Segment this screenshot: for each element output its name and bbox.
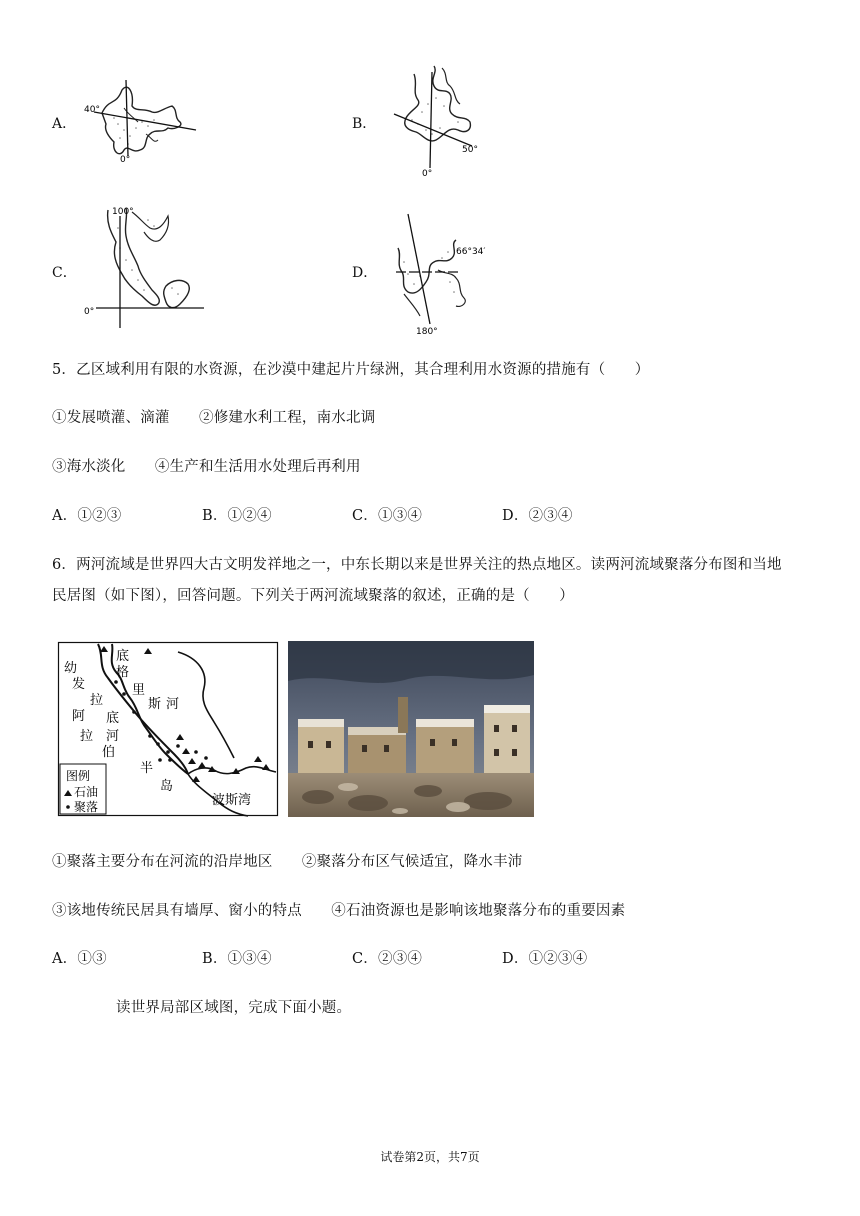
q5-choice-c[interactable]: C．①③④ (352, 508, 423, 524)
legend-settlement-icon (66, 805, 70, 809)
option-a-letter: A． (52, 116, 77, 132)
legend-settlement-label: 聚落 (74, 800, 99, 814)
map-label-tigris-5: 河 (166, 697, 180, 712)
option-d-letter: D． (352, 265, 378, 281)
q6-stem-line1: 6．两河流域是世界四大古文明发祥地之一，中东长期以来是世界关注的热点地区。读两河流域聚落分布图和当地 (52, 557, 782, 573)
q5-choice-a[interactable]: A．①②③ (52, 508, 122, 524)
map-label-arabia-5: 岛 (160, 779, 174, 794)
map-c-lon-label: 100° (112, 207, 134, 217)
q6-choice-d[interactable]: D．①②③④ (502, 951, 588, 967)
map-b-lon-label: 0° (422, 169, 433, 179)
q5-choice-b[interactable]: B．①②④ (202, 508, 272, 524)
map-label-euphrates-3: 拉 (90, 693, 104, 708)
map-a-lon-label: 0° (120, 155, 131, 165)
map-label-tigris-3: 里 (132, 683, 146, 698)
legend-oil-label: 石油 (74, 785, 99, 799)
q6-choice-b[interactable]: B．①③④ (202, 951, 272, 967)
q5-statement-line2: ③海水淡化 ④生产和生活用水处理后再利用 (52, 459, 361, 475)
map-b-lat-label: 50° (462, 145, 478, 155)
q6-statement-line2: ③该地传统民居具有墙厚、窗小的特点 ④石油资源也是影响该地聚落分布的重要因素 (52, 903, 626, 919)
map-label-euphrates-1: 幼 (64, 661, 78, 676)
q5-statement-line1: ①发展喷灌、滴灌 ②修建水利工程，南水北调 (52, 410, 376, 426)
map-label-arabia-3: 伯 (102, 745, 116, 760)
option-b-map (388, 64, 498, 179)
map-c-lat-label: 0° (84, 307, 95, 317)
section-intro: 读世界局部区域图，完成下面小题。 (116, 1000, 352, 1016)
page-footer: 试卷第2页，共7页 (380, 1150, 480, 1164)
two-rivers-map (58, 642, 278, 816)
dwelling-photo (288, 641, 534, 817)
q6-statement-line1: ①聚落主要分布在河流的沿岸地区 ②聚落分布区气候适宜，降水丰沛 (52, 854, 523, 870)
map-label-tigris-2: 格 (116, 665, 130, 680)
map-d-lon-label: 180° (416, 327, 438, 337)
map-d-lat-label: 66°34′ (456, 247, 486, 257)
map-label-arabia-1: 阿 (72, 709, 86, 724)
map-label-tigris-4: 斯 (148, 697, 162, 712)
map-a-lat-label: 40° (84, 105, 100, 115)
option-d-map (386, 212, 510, 336)
map-label-arabia-4: 半 (140, 761, 154, 776)
legend-title: 图例 (66, 769, 91, 783)
option-c-map (82, 204, 206, 328)
map-label-tigris-1: 底 (116, 649, 130, 664)
map-label-euphrates-4: 底 (106, 711, 120, 726)
map-label-arabia-2: 拉 (80, 729, 94, 744)
map-label-euphrates-5: 河 (106, 729, 120, 744)
q6-stem-line2: 民居图（如下图），回答问题。下列关于两河流域聚落的叙述，正确的是（ ） (52, 588, 574, 604)
map-label-euphrates-2: 发 (72, 677, 86, 692)
q6-choice-c[interactable]: C．②③④ (352, 951, 423, 967)
map-label-persian-gulf: 波斯湾 (212, 793, 252, 808)
option-c-letter: C． (52, 265, 77, 281)
q6-choice-a[interactable]: A．①③ (52, 951, 107, 967)
option-b-letter: B． (352, 116, 377, 132)
option-a-map (84, 78, 204, 164)
q5-choice-d[interactable]: D．②③④ (502, 508, 573, 524)
q5-stem: 5．乙区域利用有限的水资源，在沙漠中建起片片绿洲，其合理利用水资源的措施有（ ） (52, 362, 650, 378)
